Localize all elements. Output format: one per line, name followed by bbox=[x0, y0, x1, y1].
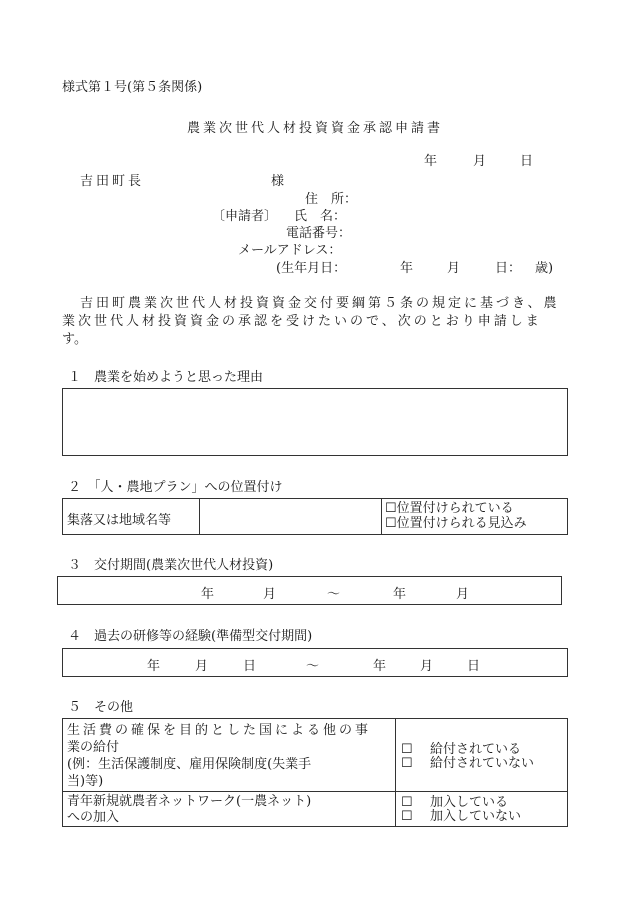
intro-line-2: 業次世代人材投資資金の承認を受けたいので、次のとおり申請しま bbox=[62, 314, 542, 329]
s5-row2-options bbox=[401, 796, 521, 824]
email-label: メールアドレス： bbox=[238, 243, 342, 258]
checkbox-icon: ☐ bbox=[401, 809, 413, 824]
section3-heading: ３ 交付期間(農業次世代人材投資) bbox=[68, 558, 274, 573]
benefit-received-label: 給付されている bbox=[430, 742, 522, 757]
s3-start-month: 月 bbox=[263, 587, 277, 602]
s4-start-day: 日 bbox=[243, 659, 257, 674]
checkbox-icon: ☐ bbox=[401, 795, 413, 810]
option-positioned[interactable]: ☐位置付けられている bbox=[385, 501, 514, 516]
phone-label: 電話番号： bbox=[286, 226, 352, 241]
s3-end-year: 年 bbox=[393, 587, 407, 602]
option-expected[interactable]: ☐位置付けられる見込み bbox=[385, 516, 527, 531]
checkbox-icon: ☐ bbox=[401, 756, 413, 771]
form-number: 様式第１号(第５条関係) bbox=[62, 80, 203, 95]
joined-label: 加入している bbox=[430, 795, 509, 810]
s3-start-year: 年 bbox=[201, 587, 215, 602]
option-joined[interactable] bbox=[401, 796, 521, 810]
s5-row2-description bbox=[67, 794, 311, 826]
birth-prefix: (生年月日： bbox=[276, 261, 347, 276]
s5-row1-line3: (例：生活保護制度、雇用保険制度(失業手 bbox=[67, 757, 312, 772]
birth-year: 年 bbox=[400, 261, 414, 276]
checkbox-icon: ☐ bbox=[401, 742, 413, 757]
intro-line-1: 吉田町農業次世代人材投資資金交付要綱第５条の規定に基づき、農 bbox=[80, 296, 560, 311]
section2-area-label: 集落又は地域名等 bbox=[67, 513, 172, 528]
s4-end-year: 年 bbox=[373, 659, 387, 674]
s5-row2-line2: への加入 bbox=[67, 810, 120, 825]
section2-table bbox=[62, 498, 568, 535]
s4-start-year: 年 bbox=[147, 659, 161, 674]
s4-start-month: 月 bbox=[195, 659, 209, 674]
recipient-name: 吉田町長 bbox=[80, 174, 145, 189]
not-joined-label: 加入していない bbox=[430, 809, 522, 824]
section5-heading: ５ その他 bbox=[68, 700, 134, 715]
option-benefit-not-received[interactable] bbox=[401, 757, 534, 771]
section4-heading: ４ 過去の研修等の経験(準備型交付期間) bbox=[68, 629, 313, 644]
birth-month: 月 bbox=[447, 261, 461, 276]
s4-end-day: 日 bbox=[467, 659, 481, 674]
section2-area-input[interactable] bbox=[200, 499, 381, 534]
page-title: 農業次世代人材投資資金承認申請書 bbox=[187, 121, 444, 136]
section5-table bbox=[62, 718, 568, 827]
date-month: 月 bbox=[473, 154, 487, 169]
intro-line-3: す。 bbox=[62, 332, 87, 347]
s5-row1-line4: 当)等) bbox=[67, 774, 104, 789]
s5-row1-options bbox=[401, 743, 534, 771]
section2-heading: ２ 「人・農地プラン」への位置付け bbox=[68, 480, 283, 495]
s3-end-month: 月 bbox=[456, 587, 470, 602]
date-year: 年 bbox=[424, 154, 438, 169]
s4-tilde: ～ bbox=[306, 659, 320, 674]
section1-reason-box[interactable] bbox=[62, 388, 568, 456]
date-day: 日 bbox=[520, 154, 534, 169]
s5-row2-line1: 青年新規就農者ネットワーク(一農ネット) bbox=[67, 794, 312, 809]
benefit-not-received-label: 給付されていない bbox=[430, 756, 535, 771]
recipient-honorific: 様 bbox=[271, 174, 285, 189]
birth-age: 歳) bbox=[535, 261, 554, 276]
section4-period-box[interactable] bbox=[62, 648, 568, 677]
s5-row1-description bbox=[67, 722, 371, 790]
option-benefit-received[interactable] bbox=[401, 743, 534, 757]
applicant-bracket-label: 〔申請者〕 bbox=[212, 209, 278, 224]
s3-tilde: ～ bbox=[327, 587, 341, 602]
s5-row1-line2: 業の給付 bbox=[67, 740, 120, 755]
section3-period-box[interactable] bbox=[57, 576, 562, 605]
address-label: 住 所： bbox=[305, 192, 358, 207]
option-not-joined[interactable] bbox=[401, 810, 521, 824]
s5-row1-line1: 生活費の確保を目的とした国による他の事 bbox=[67, 723, 372, 738]
birth-day: 日： bbox=[495, 261, 522, 276]
name-label: 氏 名： bbox=[294, 209, 347, 224]
section1-heading: １ 農業を始めようと思った理由 bbox=[68, 370, 264, 385]
s4-end-month: 月 bbox=[420, 659, 434, 674]
